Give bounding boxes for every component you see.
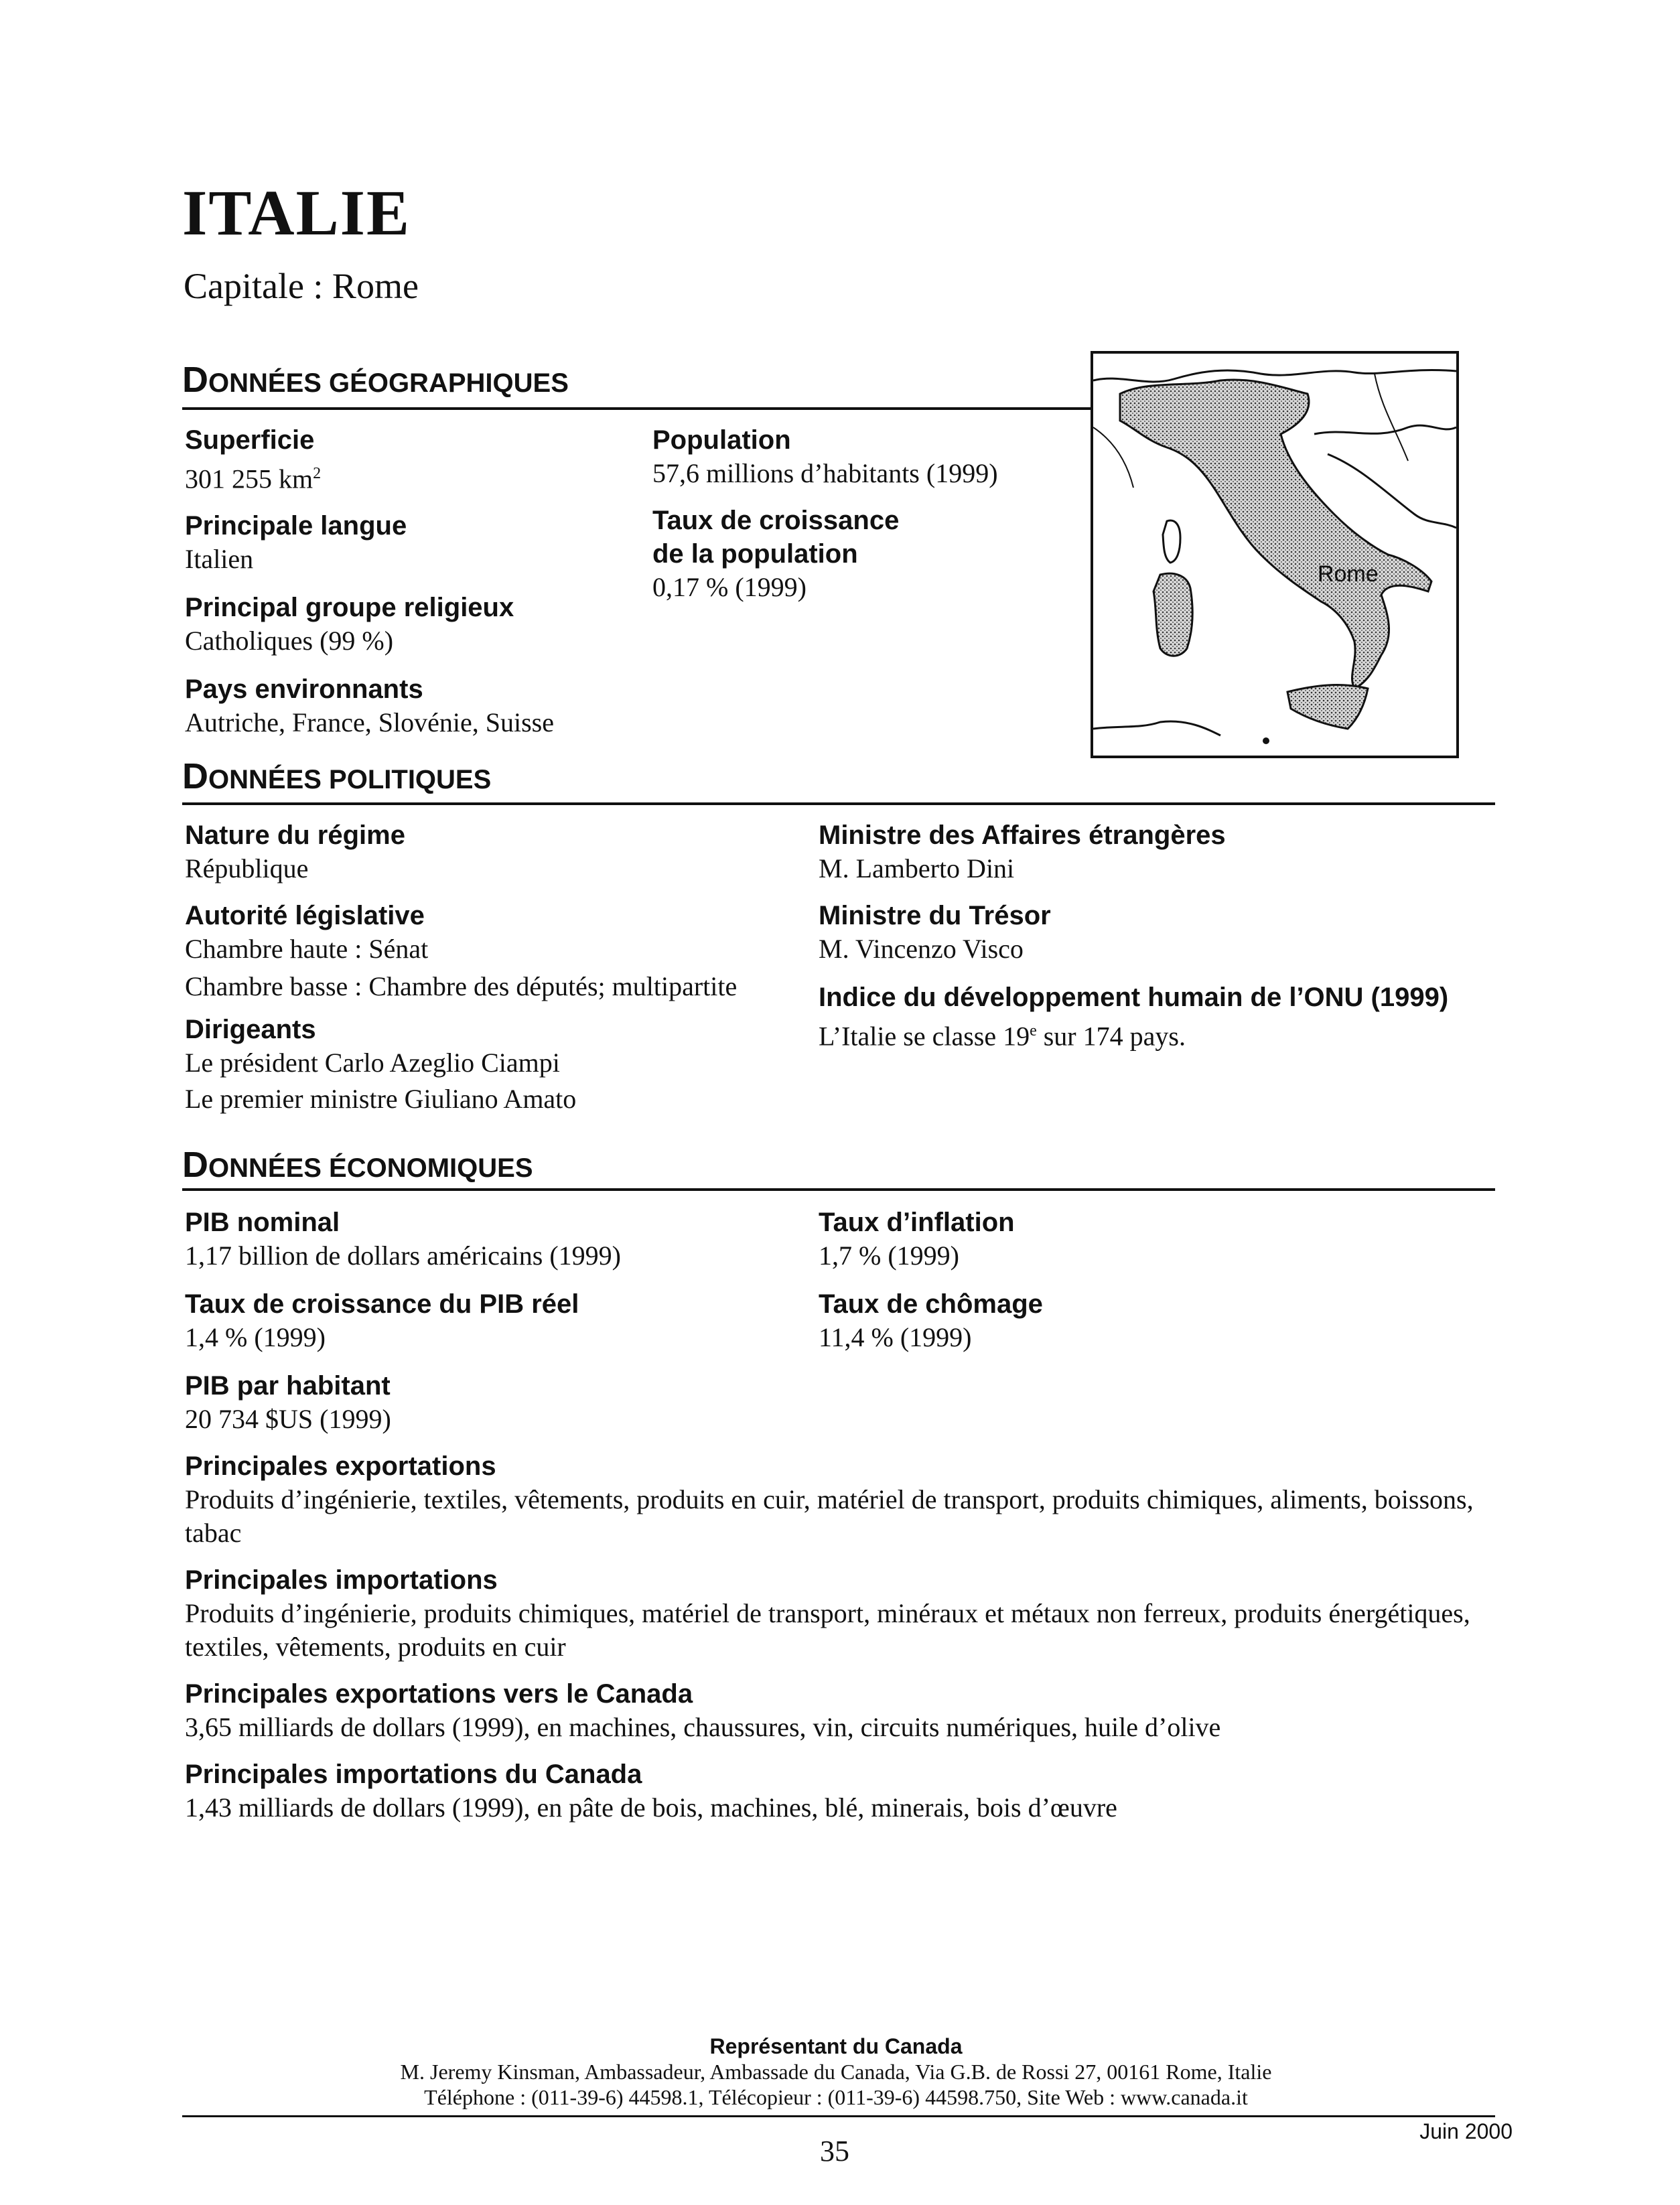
section-heading-pol: [182, 758, 491, 794]
idh-value-rest: sur 174 pays.: [1036, 1021, 1186, 1052]
import-label: Principales importations: [185, 1565, 498, 1595]
superficie-number: 301 255 km: [185, 464, 313, 494]
idh-value-ordinal: e: [1030, 1022, 1037, 1040]
map-label-rome: Rome: [1318, 561, 1379, 587]
croissance-pib-value: 1,4 % (1999): [185, 1322, 326, 1352]
pol-left-column: [185, 819, 801, 1116]
dirigeants-value-1: Le président Carlo Azeglio Ciampi: [185, 1048, 560, 1078]
footer-title: Représentant du Canada: [709, 2034, 963, 2058]
heading-rest: ONNÉES POLITIQUES: [208, 765, 492, 794]
religion-label: Principal groupe religieux: [185, 593, 514, 623]
chomage-label: Taux de chômage: [819, 1289, 1043, 1319]
legis-label: Autorité législative: [185, 901, 425, 930]
heading-rest: ONNÉES ÉCONOMIQUES: [208, 1153, 533, 1183]
dirigeants-value-2: Le premier ministre Giuliano Amato: [185, 1084, 577, 1114]
geo-right-column: [652, 423, 1081, 604]
eco-left-column: [185, 1206, 801, 1436]
pays-label: Pays environnants: [185, 674, 423, 705]
export-canada-value: 3,65 milliards de dollars (1999), en machines, chaussures, vin, circuits numériques, huile d’olive: [185, 1712, 1221, 1742]
religion-value: Catholiques (99 %): [185, 626, 394, 656]
pib-habitant-value: 20 734 $US (1999): [185, 1404, 391, 1434]
export-label: Principales exportations: [185, 1451, 496, 1481]
page-subtitle: Capitale : Rome: [184, 266, 419, 306]
page-title: ITALIE: [182, 177, 411, 248]
heading-initial: D: [182, 1145, 208, 1185]
idh-value-text: L’Italie se classe 19: [819, 1021, 1030, 1052]
pib-habitant-label: PIB par habitant: [185, 1371, 391, 1401]
population-value: 57,6 millions d’habitants (1999): [652, 458, 998, 488]
section-heading-eco: [182, 1147, 533, 1183]
import-canada-value: 1,43 milliards de dollars (1999), en pâte de bois, machines, blé, minerais, bois d’œuvre: [185, 1792, 1117, 1823]
footer-line-2: Téléphone : (011-39-6) 44598.1, Télécopieur : (011-39-6) 44598.750, Site Web : www.canada.it: [424, 2085, 1248, 2109]
idh-label: Indice du développement humain de l’ONU (1999): [819, 983, 1449, 1012]
import-value: Produits d’ingénierie, produits chimiques, matériel de transport, minéraux et métaux non ferreux, produits énergétiques, textiles, vêtements, produits en cuir: [185, 1598, 1470, 1662]
eco-full-width: [185, 1449, 1484, 1825]
legis-value-1: Chambre haute : Sénat: [185, 934, 429, 964]
heading-initial: D: [182, 756, 208, 796]
section-rule-eco: [182, 1188, 1495, 1191]
superficie-value: [185, 457, 627, 496]
eco-right-column: [819, 1206, 1495, 1354]
italy-map: [1091, 351, 1459, 758]
langue-label: Principale langue: [185, 511, 407, 541]
affaires-label: Ministre des Affaires étrangères: [819, 821, 1226, 850]
pib-value: 1,17 billion de dollars américains (1999): [185, 1240, 621, 1271]
import-canada-label: Principales importations du Canada: [185, 1760, 642, 1789]
inflation-label: Taux d’inflation: [819, 1208, 1015, 1237]
tresor-value: M. Vincenzo Visco: [819, 934, 1024, 964]
croissance-pib-label: Taux de croissance du PIB réel: [185, 1289, 579, 1319]
chomage-value: 11,4 % (1999): [819, 1322, 972, 1352]
footer-rule: [182, 2115, 1495, 2117]
footer-line-1: M. Jeremy Kinsman, Ambassadeur, Ambassade du Canada, Via G.B. de Rossi 27, 00161 Rome, Italie: [400, 2060, 1272, 2084]
footer-date: Juin 2000: [1419, 2119, 1513, 2143]
langue-value: Italien: [185, 544, 254, 575]
heading-initial: D: [182, 360, 208, 400]
croissance-pop-value: 0,17 % (1999): [652, 572, 807, 602]
inflation-value: 1,7 % (1999): [819, 1240, 959, 1271]
croissance-pop-label-1: Taux de croissance: [652, 506, 900, 535]
dirigeants-label: Dirigeants: [185, 1015, 316, 1044]
heading-rest: ONNÉES GÉOGRAPHIQUES: [208, 368, 569, 398]
footer-block: [181, 2034, 1491, 2110]
legis-value-2: Chambre basse : Chambre des députés; multipartite: [185, 971, 738, 1001]
italy-map-graphic: [1093, 354, 1456, 756]
tresor-label: Ministre du Trésor: [819, 901, 1051, 930]
pib-label: PIB nominal: [185, 1208, 340, 1237]
section-rule-geo: [182, 407, 1093, 410]
section-heading-geo: [182, 362, 569, 398]
export-value: Produits d’ingénierie, textiles, vêtements, produits en cuir, matériel de transport, produits chimiques, aliments, boissons, tabac: [185, 1484, 1474, 1548]
croissance-pop-label-2: de la population: [652, 539, 858, 569]
regime-value: République: [185, 853, 309, 883]
pol-right-column: [819, 819, 1495, 1053]
export-canada-label: Principales exportations vers le Canada: [185, 1679, 693, 1709]
page-number: 35: [820, 2135, 849, 2167]
idh-value: [819, 1014, 1495, 1053]
pays-value: Autriche, France, Slovénie, Suisse: [185, 707, 554, 738]
population-label: Population: [652, 425, 791, 455]
superficie-label: Superficie: [185, 425, 315, 455]
regime-label: Nature du régime: [185, 821, 405, 850]
affaires-value: M. Lamberto Dini: [819, 853, 1015, 883]
section-rule-pol: [182, 802, 1495, 805]
superficie-exponent: 2: [313, 465, 322, 482]
geo-left-column: [185, 423, 627, 739]
